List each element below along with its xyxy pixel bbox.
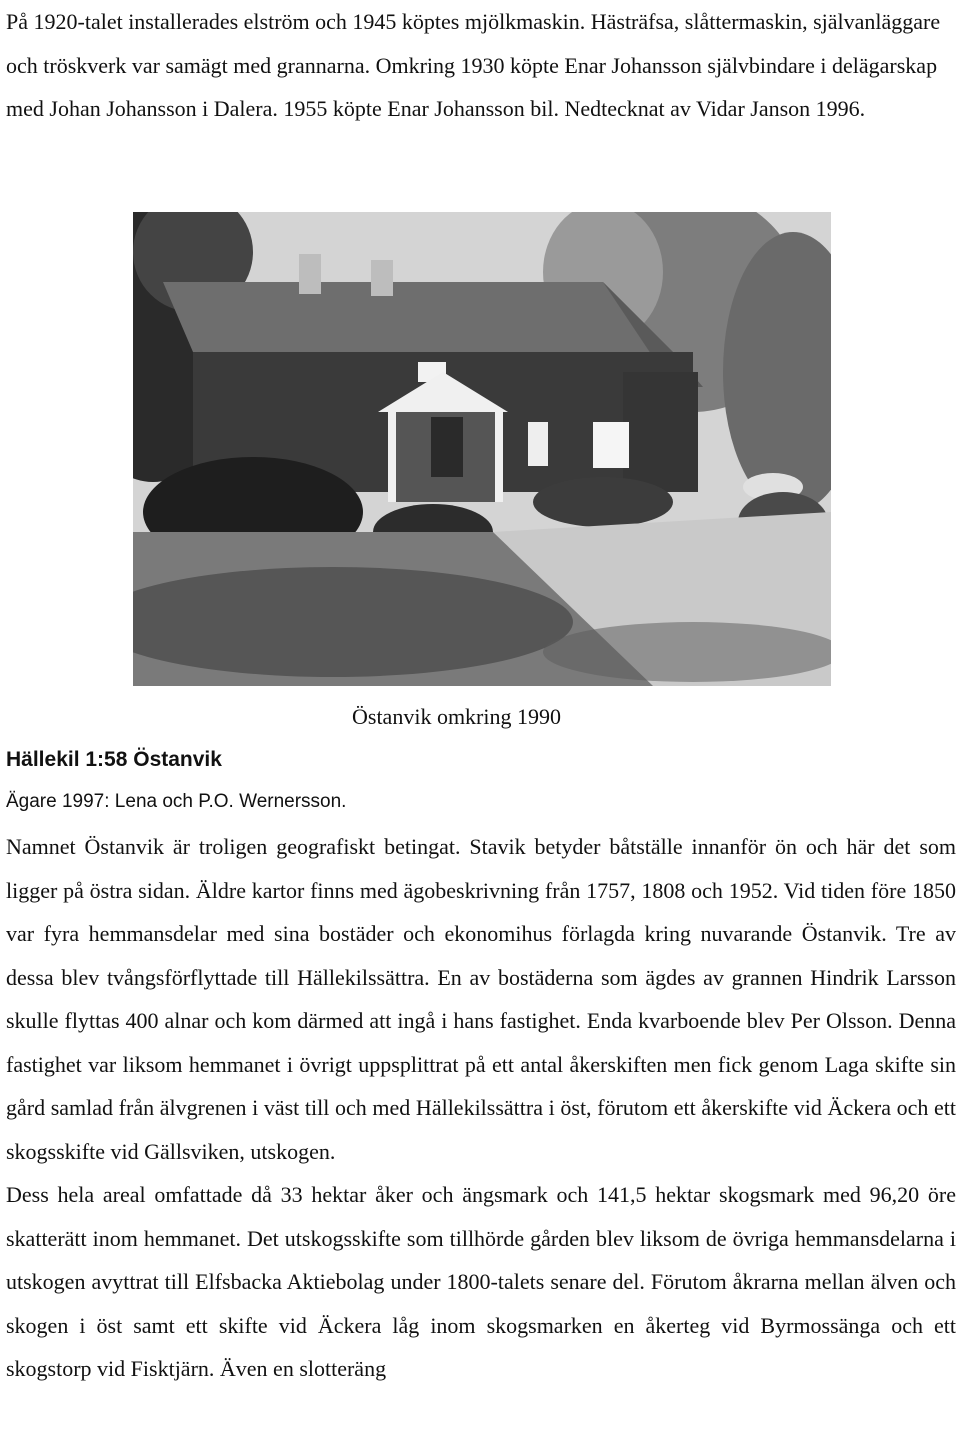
- body-text: [6, 825, 956, 1391]
- body-paragraph: Namnet Östanvik är troligen geografiskt betingat. Stavik betyder båtställe innanför ön och här det som ligger på östra sidan. Äldre kartor finns med ägobeskrivning från 1757, 1808 och 1952. Vid tiden före 1850 var fyra hemmansdelar med sina bostäder och ekonomihus förlagda kring nuvarande Östanvik. Tre av dessa blev tvångsförflyttade till Hällekilssättra. En av bostäderna som ägdes av grannen Hindrik Larsson skulle flyttas 400 alnar och kom därmed att ingå i hans fastighet. Enda kvarboende blev Per Olsson. Denna fastighet var liksom hemmanet i övrigt uppsplittrat på ett antal åkerskiften men fick genom Laga skifte sin gård samlad från älvgrenen i väst till och med Hällekilssättra i öst, förutom ett åkerskifte vid Äckera och ett skogsskifte vid Gällsviken, utskogen.: [6, 834, 956, 1164]
- house-photo: [133, 212, 831, 686]
- house-photo-illustration: [133, 212, 831, 686]
- owner-line: Ägare 1997: Lena och P.O. Wernersson.: [6, 791, 347, 812]
- body-paragraph: Dess hela areal omfattade då 33 hektar åker och ängsmark och 141,5 hektar skogsmark med 96,20 öre skatterätt inom hemmanet. Det utskogsskifte som tillhörde gården blev liksom de övriga hemmansdelarna i utskogen avyttrat till Elfsbacka Aktiebolag under 1800-talets senare del. Förutom åkrarna mellan älven och skogen i öst samt ett skifte vid Äckera låg inom skogsmarken en åkerteg vid Byrmossänga och ett skogstorp vid Fisktjärn. Även en slotteräng: [6, 1182, 956, 1381]
- photo-caption: Östanvik omkring 1990: [352, 704, 561, 729]
- intro-paragraph: På 1920-talet installerades elström och 1945 köptes mjölkmaskin. Hästräfsa, slåttermaskin, självanläggare och tröskverk var samägt med grannarna. Omkring 1930 köpte Enar Johansson självbindare i delägarskap med Johan Johansson i Dalera. 1955 köpte Enar Johansson bil. Nedtecknat av Vidar Janson 1996.: [6, 9, 941, 121]
- property-heading: Hällekil 1:58 Östanvik: [6, 748, 222, 771]
